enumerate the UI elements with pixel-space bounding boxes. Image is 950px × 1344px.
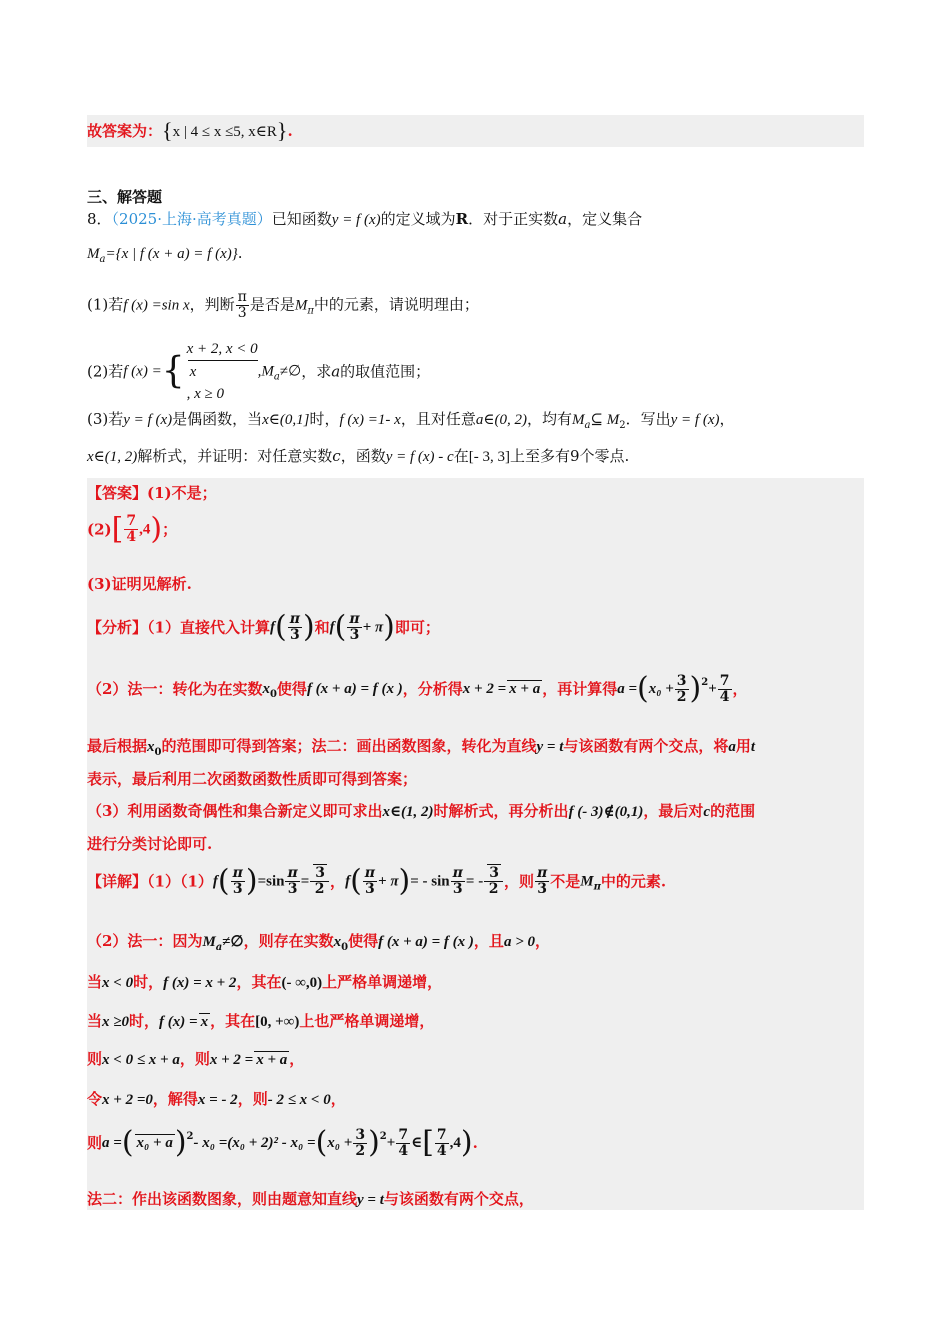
analysis-line-1: 【分析】（1）直接代入计算f( $\frac{\pi}{3}$ )和f( $\frac{\pi}{3}$ + π)即可； bbox=[87, 609, 440, 645]
detail-line-6: 令x + 2 =0，解得x = - 2，则- 2 ≤ x < 0， bbox=[87, 1090, 346, 1108]
detail-line-1: 【详解】（1）（1）f( $\frac{\pi}{3}$ )=sin $\frac{\pi}{3}$ = $\frac{3}{2}$ ，f( $\frac{\pi}{3}$ + π)= - sin $\frac{\pi}{3}$ = - $\frac{3}{2}$ ，则 $\frac{\pi}{3}$ 不是$M_\pi$中的元素. bbox=[87, 863, 667, 899]
problem-part-3-line-2: x∈(1, 2)解析式，并证明：对任意实数c，函数y = f (x) - c在[- 3, 3]上至多有9个零点. bbox=[87, 447, 630, 465]
problem-source: （2025·上海·高考真题） bbox=[111, 210, 272, 228]
problem-part-2: (2)若f (x) ={ x + 2, x < 0 x , x ≥ 0 $,M_a\ne\emptyset$，求a的取值范围； bbox=[87, 341, 431, 402]
detail-line-3: 当x < 0时，f (x) = x + 2，其在(- ∞,0)上严格单调递增， bbox=[87, 973, 443, 991]
answer-line-1: 【答案】(1)不是； bbox=[87, 484, 217, 502]
detail-line-5: 则x < 0 ≤ x + a，则x + 2 = x + a ， bbox=[87, 1050, 305, 1068]
analysis-tag: 【分析】 bbox=[87, 618, 148, 637]
detail-line-4: 当x ≥0时，f (x) = x ，其在[0, +∞)上也严格单调递增， bbox=[87, 1012, 435, 1030]
detail-line-7: 则a =( x₀ + a)$^2$- x₀ =(x₀ + 2)² - x₀ =(x₀ + $\frac{3}{2}$ )$^2$+ $\frac{7}{4}$ ∈[ $\frac{7}{4}$ ,4). bbox=[87, 1125, 478, 1160]
problem-line-1: 8．（2025·上海·高考真题）已知函数y = f (x)的定义域为R．对于正实数a，定义集合 bbox=[87, 210, 643, 228]
analysis-line-2: （2）法一：转化为在实数$x_0$使得f (x + a) = f (x )，分析得x + 2 = x + a ，再计算得a =(x₀ + $\frac{3}{2}$ )$^2$+ $\frac{7}{4}$ ， bbox=[87, 671, 748, 706]
analysis-line-3: 最后根据$x_0$的范围即可得到答案；法二：画出函数图象，转化为直线y = t与该函数有两个交点，将a用t bbox=[87, 737, 756, 758]
problem-part-1: (1)若f (x) =sin x，判断 $\frac{\pi}{3}$ 是否是$M_\pi$中的元素，请说明理由； bbox=[87, 289, 479, 321]
detail-line-2: （2）法一：因为$M_a\ne\emptyset$，则存在实数$x_0$使得f (x + a) = f (x )，且a > 0， bbox=[87, 932, 551, 953]
analysis-line-5: （3）利用函数奇偶性和集合新定义即可求出x∈(1, 2)时解析式，再分析出f (- 3)∉(0,1)，最后对c的范围 bbox=[87, 802, 756, 820]
detail-line-8: 法二：作出该函数图象，则由题意知直线y = t与该函数有两个交点， bbox=[87, 1190, 534, 1208]
analysis-line-6: 进行分类讨论即可. bbox=[87, 835, 213, 853]
section-title: 三、解答题 bbox=[87, 188, 163, 206]
answer-tag: 【答案】 bbox=[87, 484, 148, 502]
problem-part-3: (3)若y = f (x)是偶函数，当x∈(0,1]时，f (x) =1- x，且对任意a∈(0, 2)，均有$M_a⊆$ $M_2$．写出y = f (x)， bbox=[87, 410, 735, 431]
answer-line-2: (2)[ $\frac{7}{4}$ ,4)； bbox=[87, 511, 178, 547]
answer-line-3: (3)证明见解析. bbox=[87, 575, 192, 593]
problem-set-definition: $M_a=\{x$ | f (x + a) = f (x)}. bbox=[87, 244, 243, 265]
previous-answer-set: x | 4 ≤ x ≤5, x∈R bbox=[172, 124, 277, 140]
previous-answer-line: 故答案为：{x | 4 ≤ x ≤5, x∈R}. bbox=[87, 118, 293, 143]
detail-tag: 【详解】 bbox=[87, 872, 148, 891]
analysis-line-4: 表示，最后利用二次函数函数性质即可得到答案； bbox=[87, 770, 418, 788]
